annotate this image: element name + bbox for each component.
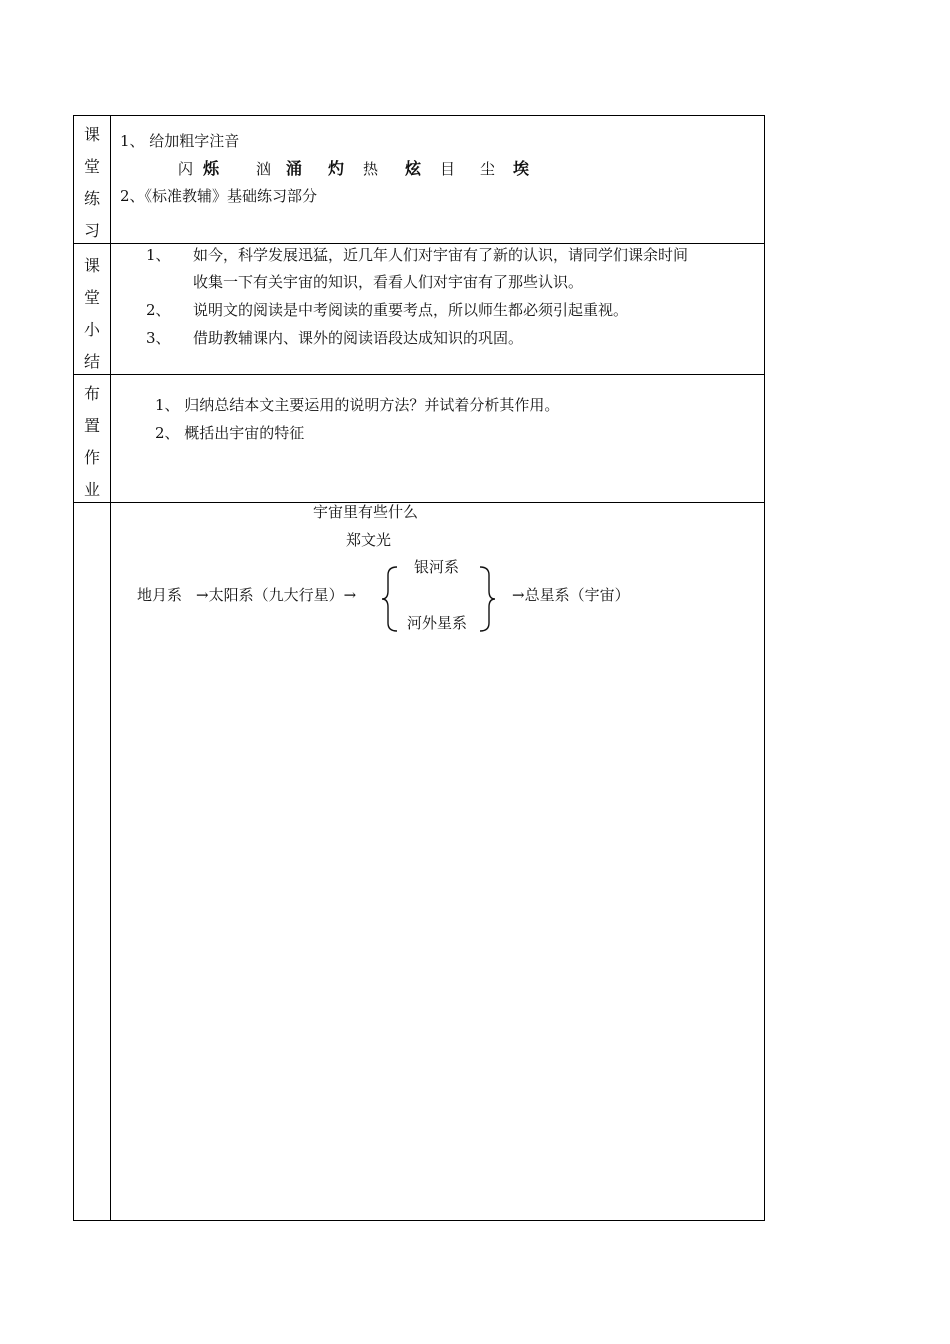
homework-row-label — [74, 378, 110, 506]
homework-item-1: 1、 归纳总结本文主要运用的说明方法？并试着分析其作用。 — [155, 396, 560, 414]
diagram-upper: 银河系 — [414, 558, 460, 576]
label-char: 课 — [83, 125, 100, 144]
label-char: 堂 — [83, 157, 100, 176]
summary-text-1-cont: 收集一下有关宇宙的知识，看看人们对宇宙有了那些认识。 — [193, 273, 584, 291]
label-char: 习 — [83, 221, 100, 240]
summary-text-1: 如今，科学发展迅猛，近几年人们对宇宙有了新的认识，请同学们课余时间 — [193, 246, 689, 264]
practice-row-label — [74, 119, 110, 247]
summary-num-1: 1、 — [146, 246, 171, 264]
label-char: 小 — [83, 320, 100, 339]
summary-row-label — [74, 250, 110, 378]
board-author: 郑文光 — [346, 531, 392, 549]
row-divider — [73, 243, 765, 244]
board-title: 宇宙里有些什么 — [313, 503, 419, 521]
diagram-middle: →太阳系（九大行星）→ — [196, 586, 357, 604]
diagram-lower: 河外星系 — [407, 614, 468, 632]
summary-text-3: 借助教辅课内、课外的阅读语段达成知识的巩固。 — [193, 329, 524, 347]
left-brace-icon — [380, 565, 400, 633]
summary-num-2: 2、 — [146, 301, 171, 319]
char-9: 尘 — [480, 160, 496, 178]
char-2-bold: 烁 — [203, 159, 220, 178]
diagram-end: →总星系（宇宙） — [512, 586, 630, 604]
label-char: 置 — [83, 416, 100, 435]
label-char: 结 — [83, 352, 100, 371]
summary-text-2: 说明文的阅读是中考阅读的重要考点，所以师生都必须引起重视。 — [193, 301, 629, 319]
label-char: 作 — [83, 448, 100, 467]
char-4-bold: 涌 — [286, 159, 303, 178]
homework-item-2: 2、 概括出宇宙的特征 — [155, 424, 305, 442]
label-char: 课 — [83, 256, 100, 275]
right-brace-icon — [477, 565, 497, 633]
label-char: 布 — [83, 384, 100, 403]
label-char: 堂 — [83, 288, 100, 307]
row-divider — [73, 374, 765, 375]
practice-item-1: 1、 给加粗字注音 — [120, 132, 240, 150]
char-8: 目 — [440, 160, 456, 178]
label-char: 业 — [83, 480, 100, 499]
column-divider — [110, 115, 111, 1221]
char-3: 汹 — [256, 160, 272, 178]
char-7-bold: 炫 — [405, 159, 422, 178]
label-char: 练 — [83, 189, 100, 208]
char-5-bold: 灼 — [328, 159, 345, 178]
practice-item-2: 2、《标准教辅》基础练习部分 — [120, 187, 318, 205]
char-10-bold: 埃 — [513, 159, 530, 178]
summary-num-3: 3、 — [146, 329, 171, 347]
diagram-start: 地月系 — [137, 586, 183, 604]
row-divider — [73, 502, 765, 503]
char-1: 闪 — [178, 160, 194, 178]
char-6: 热 — [363, 160, 379, 178]
